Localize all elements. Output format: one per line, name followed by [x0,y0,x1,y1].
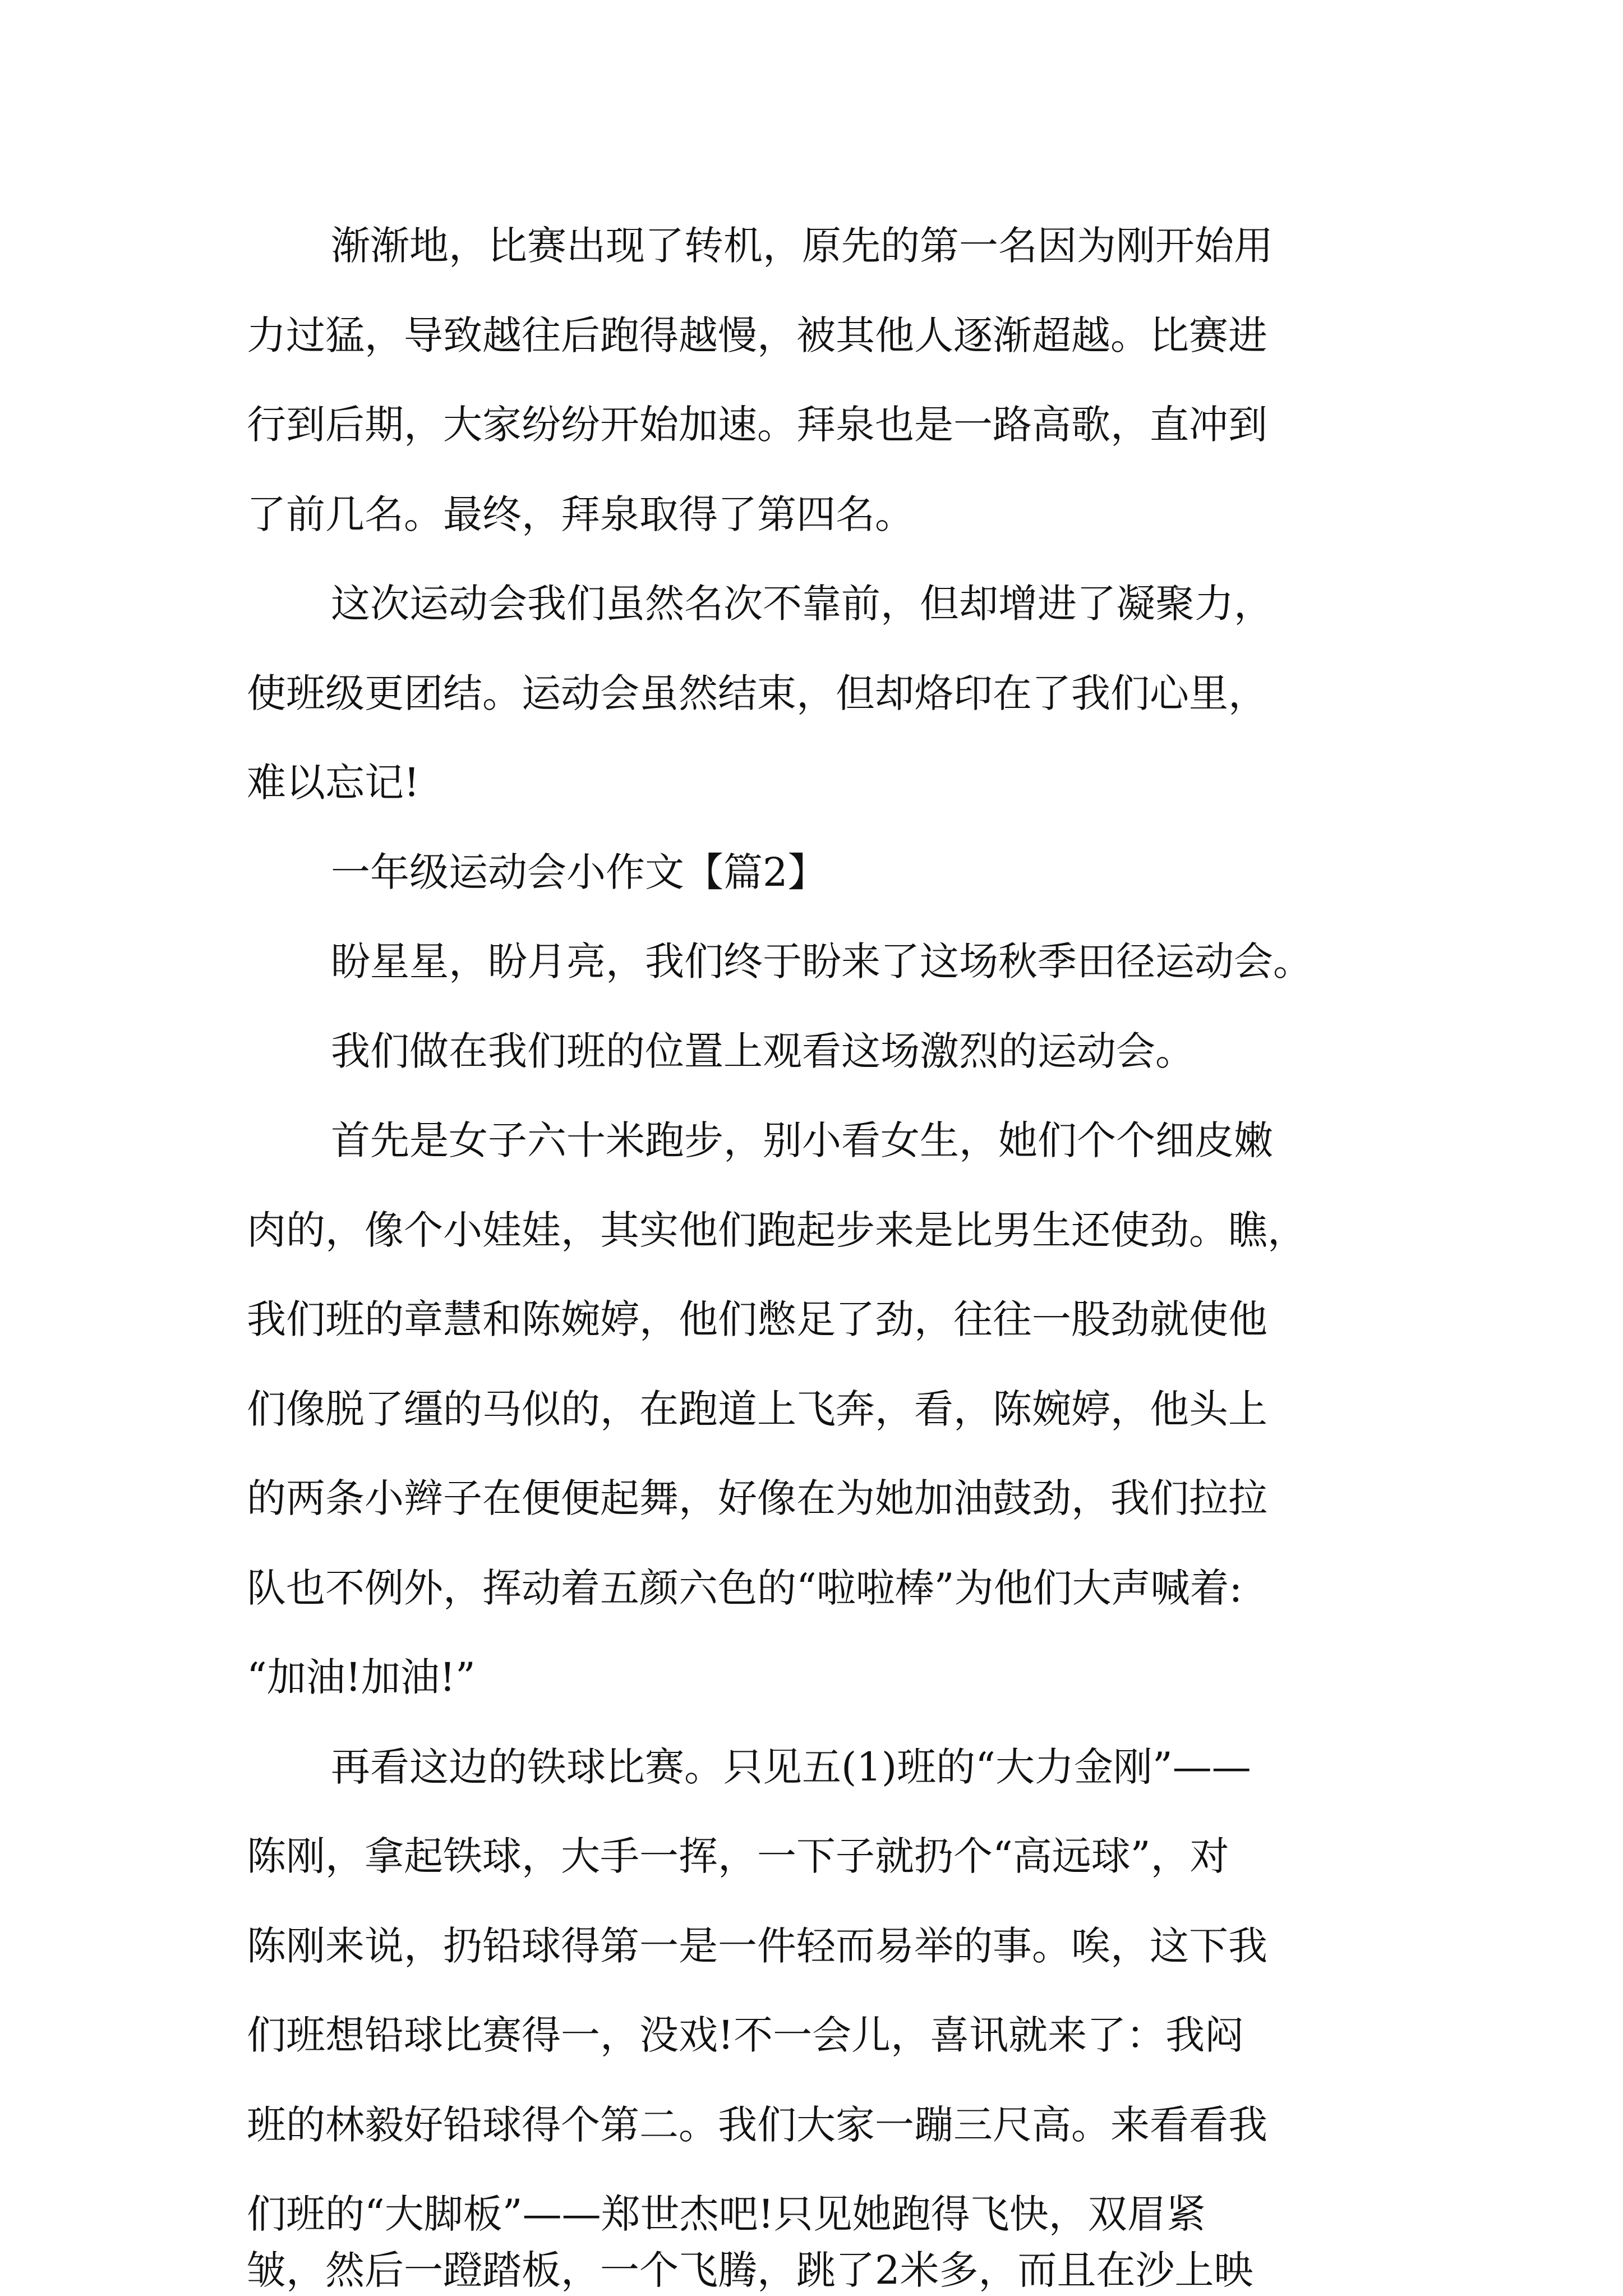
text-line: 队也不例外，挥动着五颜六色的“啦啦棒”为他们大声喊着: [247,1565,1243,1611]
section-heading: 一年级运动会小作文【篇2】 [331,849,827,895]
text-line: 们像脱了缰的马似的，在跑道上飞奔，看，陈婉婷，他头上 [247,1386,1267,1432]
text-line: 陈刚，拿起铁球，大手一挥，一下子就扔个“高远球”，对 [247,1833,1229,1879]
text-line: 首先是女子六十米跑步，别小看女生，她们个个细皮嫩 [331,1117,1273,1163]
text-line: 皱，然后一蹬踏板，一个飞腾，跳了2米多，而且在沙上映 [247,2247,1253,2293]
text-line: 班的林毅好铅球得个第二。我们大家一蹦三尺高。来看看我 [247,2102,1267,2148]
text-line: 肉的，像个小娃娃，其实他们跑起步来是比男生还使劲。瞧， [247,1207,1307,1253]
text-line: “加油!加油!” [247,1654,476,1700]
text-line: 难以忘记! [247,760,420,806]
text-line: 们班的“大脚板”——郑世杰吧!只见她跑得飞快，双眉紧 [247,2191,1206,2237]
text-line: 行到后期，大家纷纷开始加速。拜泉也是一路高歌，直冲到 [247,402,1267,448]
text-line: 使班级更团结。运动会虽然结束，但却烙印在了我们心里， [247,670,1267,716]
text-line: 这次运动会我们虽然名次不靠前，但却增进了凝聚力， [331,581,1273,627]
text-line: 我们做在我们班的位置上观看这场激烈的运动会。 [331,1028,1195,1074]
text-line: 再看这边的铁球比赛。只见五(1)班的“大力金刚”—— [331,1744,1251,1790]
text-line: 了前几名。最终，拜泉取得了第四名。 [247,491,914,537]
text-line: 盼星星，盼月亮，我们终于盼来了这场秋季田径运动会。 [331,938,1312,984]
text-line: 渐渐地，比赛出现了转机，原先的第一名因为刚开始用 [331,223,1273,269]
text-line: 力过猛，导致越往后跑得越慢，被其他人逐渐超越。比赛进 [247,312,1267,358]
text-line: 陈刚来说，扔铅球得第一是一件轻而易举的事。唉，这下我 [247,1923,1267,1969]
text-line: 的两条小辫子在便便起舞，好像在为她加油鼓劲，我们拉拉 [247,1475,1267,1521]
text-line: 我们班的章慧和陈婉婷，他们憋足了劲，往往一股劲就使他 [247,1296,1267,1342]
text-line: 们班想铅球比赛得一，没戏!不一会儿，喜讯就来了：我闷 [247,2012,1244,2058]
